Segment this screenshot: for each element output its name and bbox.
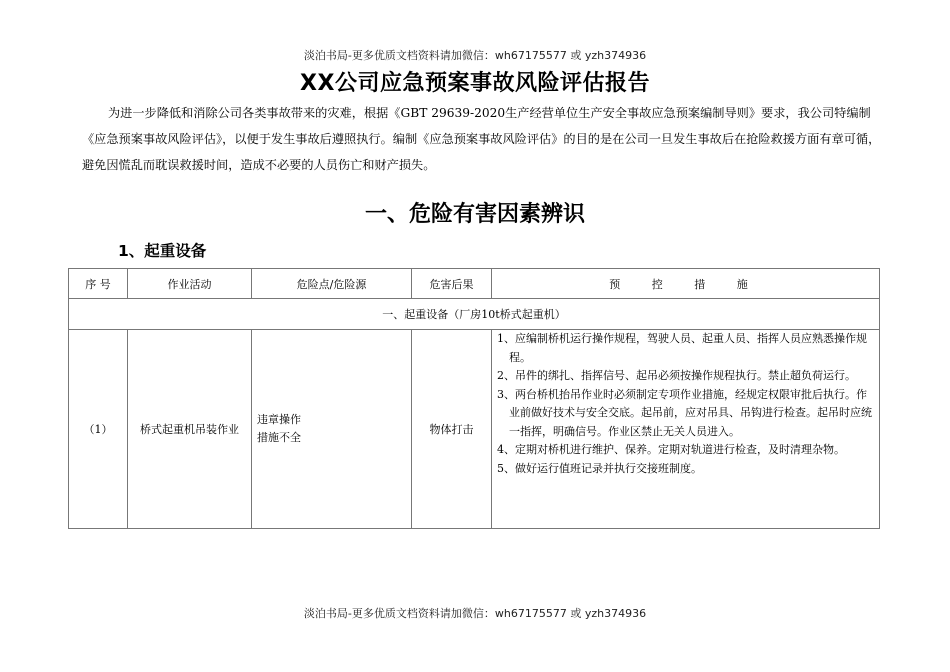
header-activity: 作业活动 [128, 269, 252, 299]
document-title: XX公司应急预案事故风险评估报告 [300, 71, 650, 96]
measure-item: 5、做好运行值班记录并执行交接班制度。 [497, 461, 702, 475]
row-number: （1） [69, 330, 128, 529]
group-label: 一、起重设备（厂房10t桥式起重机） [69, 299, 880, 330]
watermark-bottom: 淡泊书局-更多优质文档资料请加微信：wh67175577 或 yzh374936 [303, 607, 647, 620]
header-measures: 预 控 措 施 [492, 269, 880, 299]
table-header-row [69, 269, 880, 299]
measure-item: 4、定期对桥机进行维护、保养。定期对轨道进行检查，及时清理杂物。 [497, 443, 845, 456]
header-source: 危险点/危险源 [252, 269, 412, 299]
section-title: 一、危险有害因素辨识 [364, 202, 585, 227]
intro-paragraph: 为进一步降低和消除公司各类事故带来的灾难，根据《GBT 29639-2020生产经营单位生产安全事故应急预案编制导则》要求，我公司特编制《应急预案事故风险评估》，以便于发生事故后遵照执行。编制《应急预案事故风险评估》的目的是在公司一旦发生事故后在抢险救援方面有章可循，避免因慌乱而耽误救援时间，造成不必要的人员伤亡和财产损失。 [82, 106, 881, 172]
measure-item: 3、两台桥机抬吊作业时必须制定专项作业措施，经规定权限审批后执行。作业前做好技术与安全交底。起吊前，应对吊具、吊钩进行检查。起吊时应统一指挥，明确信号。作业区禁止无关人员进入。 [497, 387, 872, 438]
watermark-top: 淡泊书局-更多优质文档资料请加微信：wh67175577 或 yzh374936 [303, 49, 647, 62]
group-row [69, 299, 880, 330]
table-row [69, 330, 880, 529]
subsection-title: 1、起重设备 [118, 242, 207, 260]
row-measures [492, 330, 880, 529]
header-consequence: 危害后果 [412, 269, 492, 299]
row-activity: 桥式起重机吊装作业 [128, 330, 252, 529]
row-source [252, 330, 412, 529]
source-line: 措施不全 [257, 431, 301, 444]
row-consequence: 物体打击 [412, 330, 492, 529]
source-line: 违章操作 [257, 413, 301, 426]
header-number: 序 号 [69, 269, 128, 299]
measure-item: 1、应编制桥机运行操作规程，驾驶人员、起重人员、指挥人员应熟悉操作规程。 [497, 332, 867, 364]
risk-table [68, 268, 880, 529]
measure-item: 2、吊件的绑扎、指挥信号、起吊必须按操作规程执行。禁止超负荷运行。 [497, 369, 856, 382]
